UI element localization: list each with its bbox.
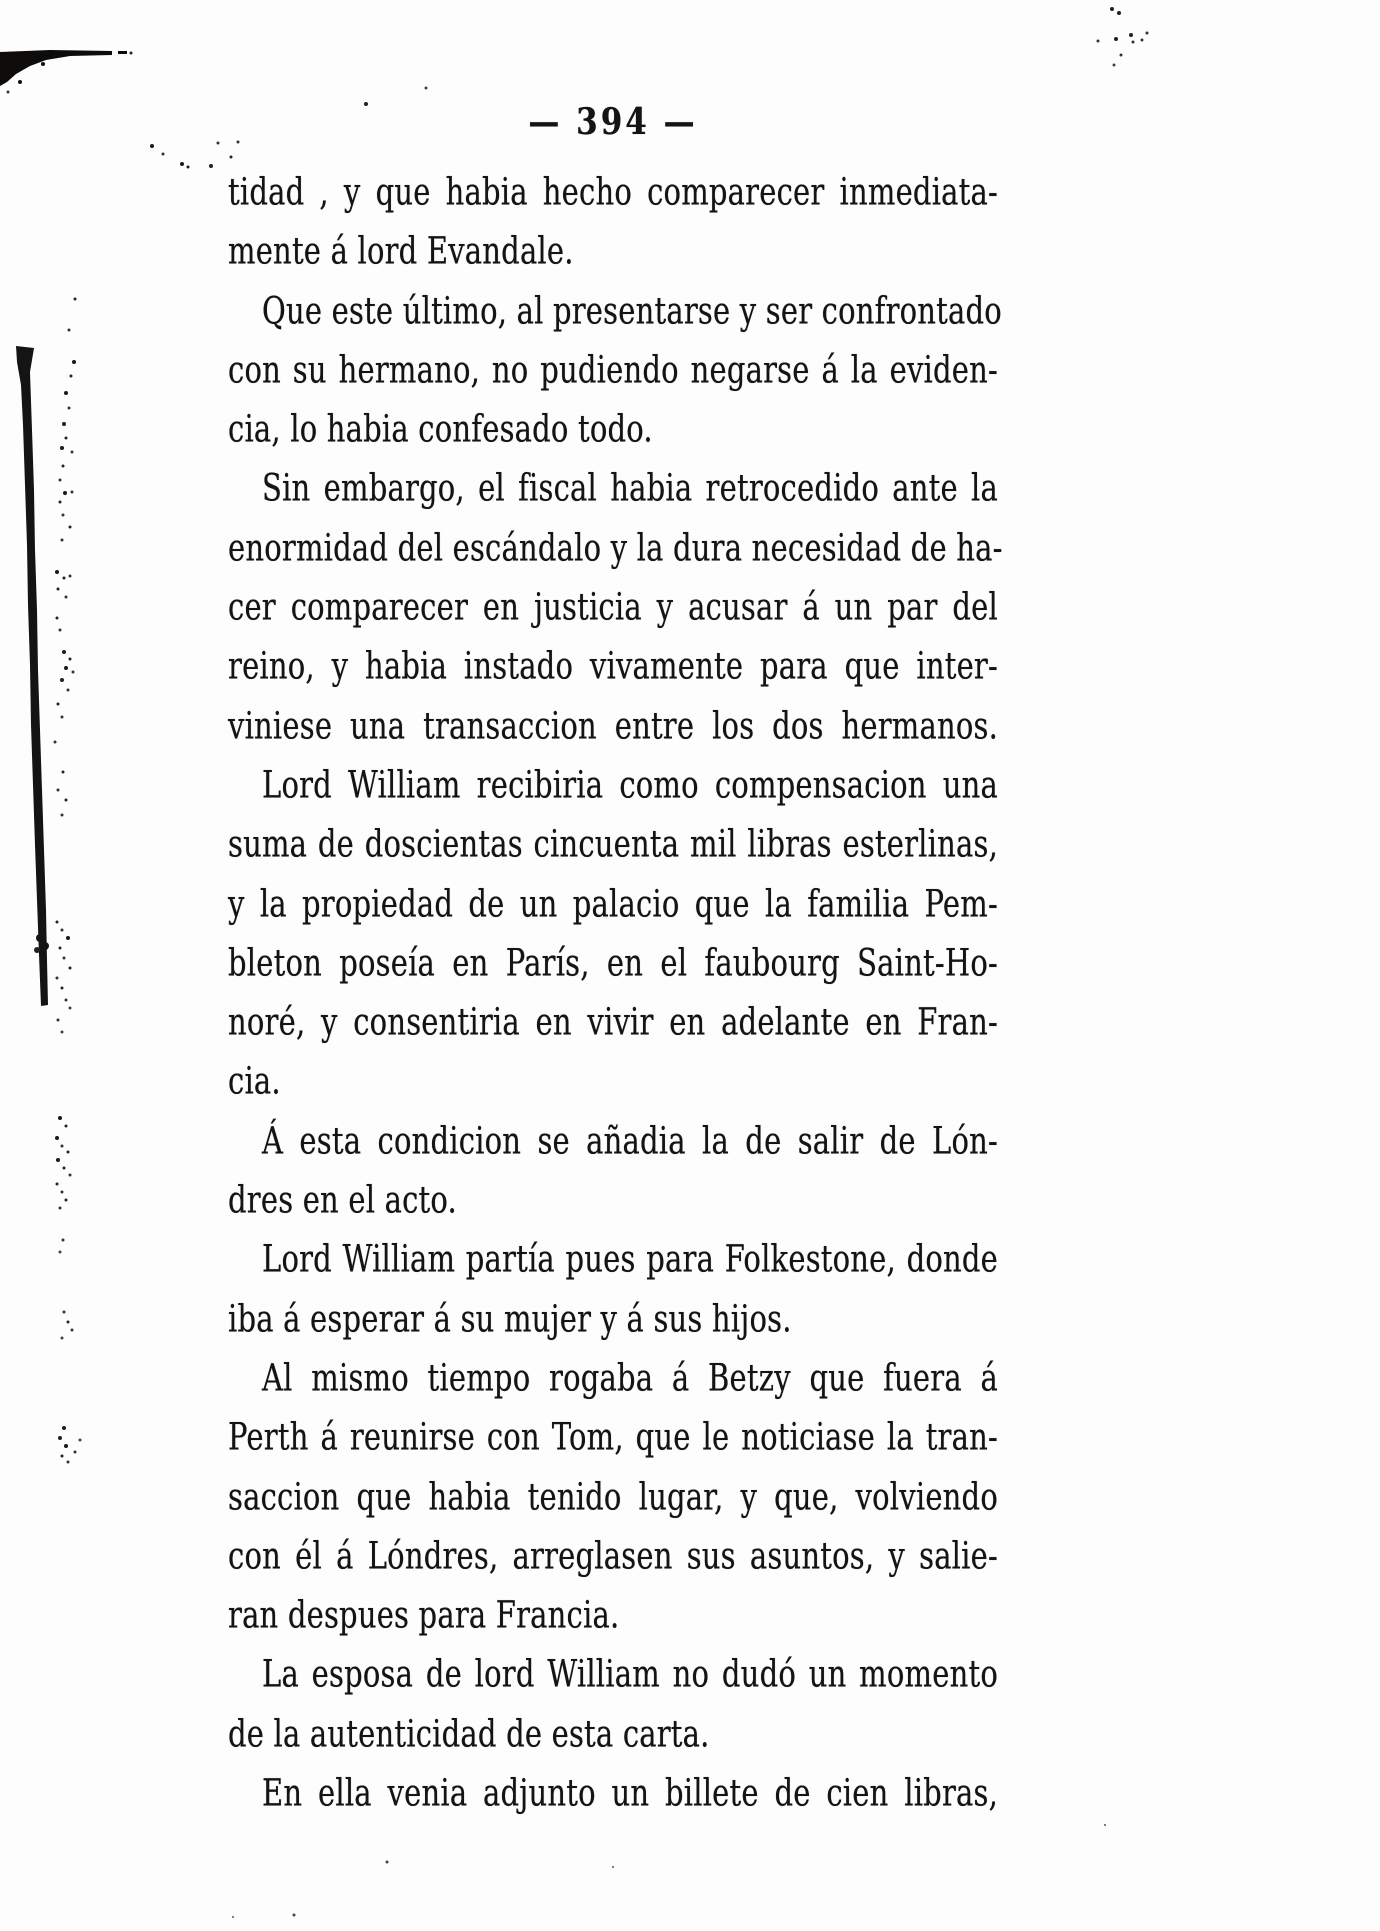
text-line: suma de doscientas cincuenta mil libras esterlinas, [228,822,998,866]
text-line: Á esta condicion se añadia la de salir de Lón- [262,1118,998,1163]
text-line: saccion que habia tenido lugar, y que, volviendo [228,1474,998,1519]
text-line: mente á lord Evandale. [228,229,574,273]
text-line: cia, lo habia confesado todo. [228,407,653,451]
text-block [228,163,1003,1823]
text-line: de la autenticidad de esta carta. [228,1711,710,1756]
text-line: viniese una transaccion entre los dos hermanos. [228,703,998,748]
text-line: Lord William partía pues para Folkestone, donde [262,1237,998,1281]
text-line: Perth á reunirse con Tom, que le noticiase la tran- [228,1415,998,1459]
text-line: La esposa de lord William no dudó un momento [262,1652,998,1697]
text-line: Sin embargo, el fiscal habia retrocedido ante la [262,466,998,511]
text-line: y la propiedad de un palacio que la familia Pem- [228,881,998,926]
text-line: bleton poseía en París, en el faubourg Saint-Ho- [228,940,998,985]
text-line: tidad , y que habia hecho comparecer inmediata- [228,170,998,214]
text-line: enormidad del escándalo y la dura necesidad de ha- [228,525,1003,570]
text-line: noré, y consentiria en vivir en adelante en Fran- [228,1000,998,1044]
text-line: cer comparecer en justicia y acusar á un par del [228,585,998,629]
text-line: con él á Lóndres, arreglasen sus asuntos, y salie- [228,1533,998,1578]
text-line: iba á esperar á su mujer y á sus hijos. [228,1296,792,1341]
text-line: Al mismo tiempo rogaba á Betzy que fuera á [262,1355,998,1400]
page-number: — 394 — [528,100,698,144]
text-line: cia. [228,1059,281,1104]
text-line: dres en el acto. [228,1178,457,1222]
text-line: reino, y habia instado vivamente para que inter- [228,644,998,688]
text-line: En ella venia adjunto un billete de cien libras, [262,1771,998,1815]
text-line: Lord William recibiria como compensacion una [262,763,998,807]
text-line: ran despues para Francia. [228,1593,620,1637]
text-line: con su hermano, no pudiendo negarse á la eviden- [228,347,998,392]
text-line: Que este último, al presentarse y ser confrontado [262,288,1002,333]
